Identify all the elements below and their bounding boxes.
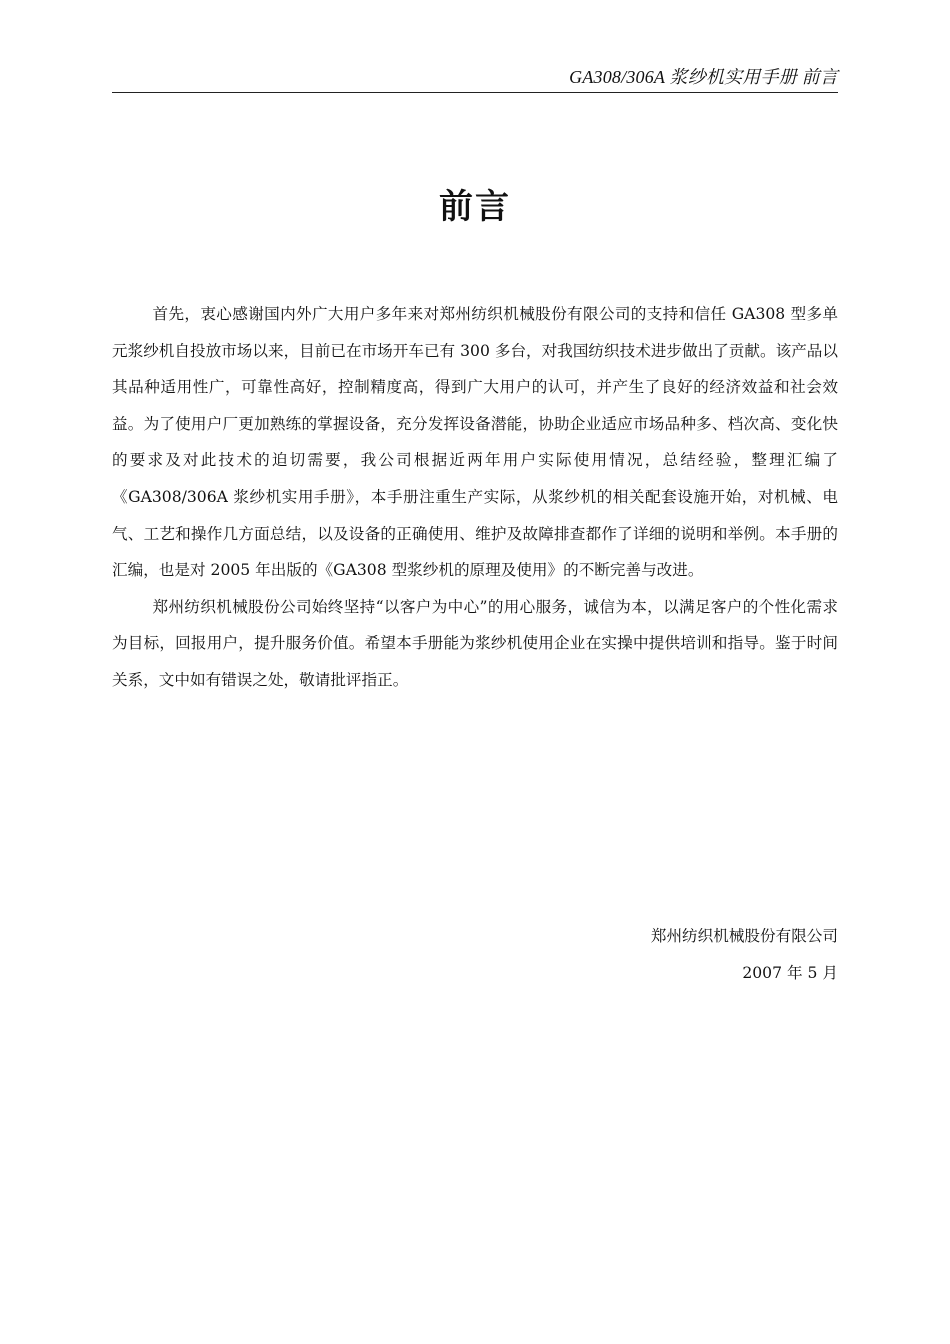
- signature-date: 2007 年 5 月: [742, 963, 838, 982]
- running-header: GA308/306A 浆纱机实用手册 前言: [569, 67, 838, 87]
- paragraph-intro: 首先，衷心感谢国内外广大用户多年来对郑州纺织机械股份有限公司的支持和信任 GA308 型多单元浆纱机自投放市场以来，目前已在市场开车已有 300 多台，对我国纺织技术进步做出了贡献。该产品以其品种适用性广，可靠性高好，控制精度高，得到广大用户的认可，并产生了良好的经济效益和社会效益。为了使用户厂更加熟练的掌握设备，充分发挥设备潜能，协助企业适应市场品种多、档次高、变化快的要求及对此技术的迫切需要，我公司根据近两年用户实际使用情况，总结经验，整理汇编了《GA308/306A 浆纱机实用手册》，本手册注重生产实际，从浆纱机的相关配套设施开始，对机械、电气、工艺和操作几方面总结，以及设备的正确使用、维护及故障排查都作了详细的说明和举例。本手册的汇编，也是对 2005 年出版的《GA308 型浆纱机的原理及使用》的不断完善与改进。: [112, 305, 838, 580]
- page-title: 前言: [439, 187, 511, 227]
- header-divider: [112, 92, 838, 93]
- signature-company: 郑州纺织机械股份有限公司: [650, 927, 838, 945]
- paragraph-commitment: 郑州纺织机械股份公司始终坚持“以客户为中心”的用心服务，诚信为本，以满足客户的个性化需求为目标，回报用户，提升服务价值。希望本手册能为浆纱机使用企业在实操中提供培训和指导。鉴于时间关系，文中如有错误之处，敬请批评指正。: [112, 597, 838, 689]
- body-text: [112, 296, 838, 699]
- signature-block: [112, 918, 838, 991]
